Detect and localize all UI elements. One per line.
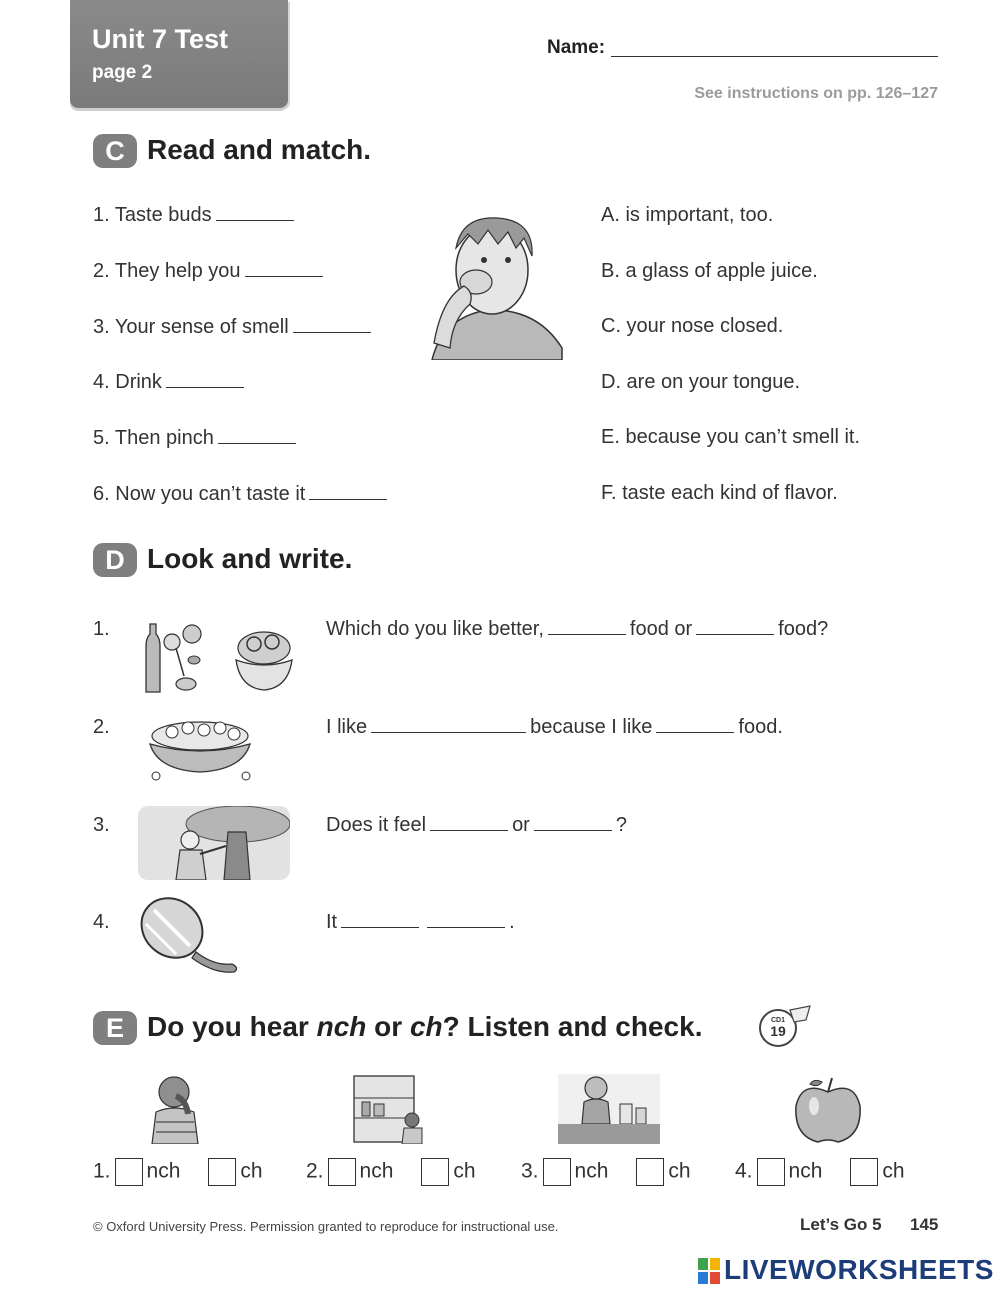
answer-blank[interactable] xyxy=(696,620,774,635)
apple-illustration xyxy=(792,1076,864,1144)
copyright-notice: © Oxford University Press. Permission granted to reproduce for instructional use. xyxy=(93,1219,559,1234)
check-item-2: 2. nch ch xyxy=(306,1158,476,1186)
hand-mirror-illustration xyxy=(136,896,246,976)
answer-blank[interactable] xyxy=(341,913,419,928)
girl-at-fridge-illustration xyxy=(352,1074,424,1144)
match-left-item-1: 1. Taste buds xyxy=(93,204,298,227)
girl-tree-illustration xyxy=(138,806,290,880)
answer-blank[interactable] xyxy=(293,318,371,333)
answer-blank[interactable] xyxy=(309,485,387,500)
match-right-item-e: E. because you can’t smell it. xyxy=(601,426,861,448)
answer-blank[interactable] xyxy=(548,620,626,635)
answer-blank[interactable] xyxy=(430,816,508,831)
liveworksheets-logo-text[interactable]: LIVEWORKSHEETS xyxy=(724,1254,994,1285)
match-right-item-d: D. are on your tongue. xyxy=(601,371,801,393)
instructions-note: See instructions on pp. 126–127 xyxy=(694,85,938,102)
answer-blank[interactable] xyxy=(427,913,505,928)
match-left-item-6: 6. Now you can’t taste it xyxy=(93,483,391,506)
checkbox-nch[interactable] xyxy=(328,1158,356,1186)
check-item-4: 4. nch ch xyxy=(735,1158,905,1186)
page-number: 145 xyxy=(910,1215,939,1234)
d-question-4-text: It . xyxy=(326,911,515,933)
answer-blank[interactable] xyxy=(371,718,526,733)
name-input-line[interactable] xyxy=(611,56,938,57)
unit-subtitle: page 2 xyxy=(92,62,153,83)
answer-blank[interactable] xyxy=(245,262,323,277)
match-right-item-f: F. taste each kind of flavor. xyxy=(601,482,838,504)
unit-tab xyxy=(70,0,288,108)
section-d-title: Look and write. xyxy=(147,543,353,574)
cd-track-number: 19 xyxy=(770,1023,786,1039)
checkbox-ch[interactable] xyxy=(636,1158,664,1186)
match-left-item-4: 4. Drink xyxy=(93,371,248,394)
d-question-2-number: 2. xyxy=(93,716,110,738)
match-right-item-b: B. a glass of apple juice. xyxy=(601,260,818,282)
match-right-item-c: C. your nose closed. xyxy=(601,315,784,337)
boy-pinching-nose-illustration xyxy=(146,1074,204,1144)
checkbox-ch[interactable] xyxy=(421,1158,449,1186)
answer-blank[interactable] xyxy=(216,206,294,221)
answer-blank[interactable] xyxy=(166,373,244,388)
answer-blank[interactable] xyxy=(656,718,734,733)
match-left-item-5: 5. Then pinch xyxy=(93,427,300,450)
section-c-badge: C xyxy=(93,134,137,168)
answer-blank[interactable] xyxy=(534,816,612,831)
cd-track-badge xyxy=(758,1004,814,1048)
check-item-3: 3. nch ch xyxy=(521,1158,691,1186)
kid-at-table-illustration xyxy=(558,1074,660,1144)
match-left-item-3: 3. Your sense of smell xyxy=(93,316,375,339)
unit-title: Unit 7 Test xyxy=(92,24,229,54)
d-question-1-number: 1. xyxy=(93,618,110,640)
section-c-title: Read and match. xyxy=(147,134,372,165)
section-e-badge: E xyxy=(93,1011,137,1045)
book-title: Let’s Go 5 xyxy=(800,1215,882,1234)
answer-blank[interactable] xyxy=(218,429,296,444)
liveworksheets-logo-icon xyxy=(698,1258,720,1284)
d-question-2-text: I like because I like food. xyxy=(326,716,783,738)
cd-label: CD1 xyxy=(770,1017,786,1024)
match-right-item-a: A. is important, too. xyxy=(601,204,774,226)
section-d-badge: D xyxy=(93,543,137,577)
boy-eating-illustration xyxy=(412,208,567,360)
section-e-title: Do you hear nch or ch? Listen and check. xyxy=(147,1011,703,1042)
candy-soda-illustration xyxy=(136,622,208,694)
d-question-3-text: Does it feel or ? xyxy=(326,814,627,836)
cd-icon xyxy=(758,1004,814,1048)
checkbox-nch[interactable] xyxy=(757,1158,785,1186)
checkbox-ch[interactable] xyxy=(208,1158,236,1186)
match-left-item-2: 2. They help you xyxy=(93,260,327,283)
name-label: Name: xyxy=(547,37,606,58)
checkbox-nch[interactable] xyxy=(543,1158,571,1186)
popcorn-bowl-illustration xyxy=(142,718,260,782)
d-question-3-number: 3. xyxy=(93,814,110,836)
checkbox-ch[interactable] xyxy=(850,1158,878,1186)
d-question-1-text: Which do you like better, food or food? xyxy=(326,618,829,640)
pretzel-bowl-illustration xyxy=(232,626,296,692)
checkbox-nch[interactable] xyxy=(115,1158,143,1186)
d-question-4-number: 4. xyxy=(93,911,110,933)
check-item-1: 1. nch ch xyxy=(93,1158,263,1186)
